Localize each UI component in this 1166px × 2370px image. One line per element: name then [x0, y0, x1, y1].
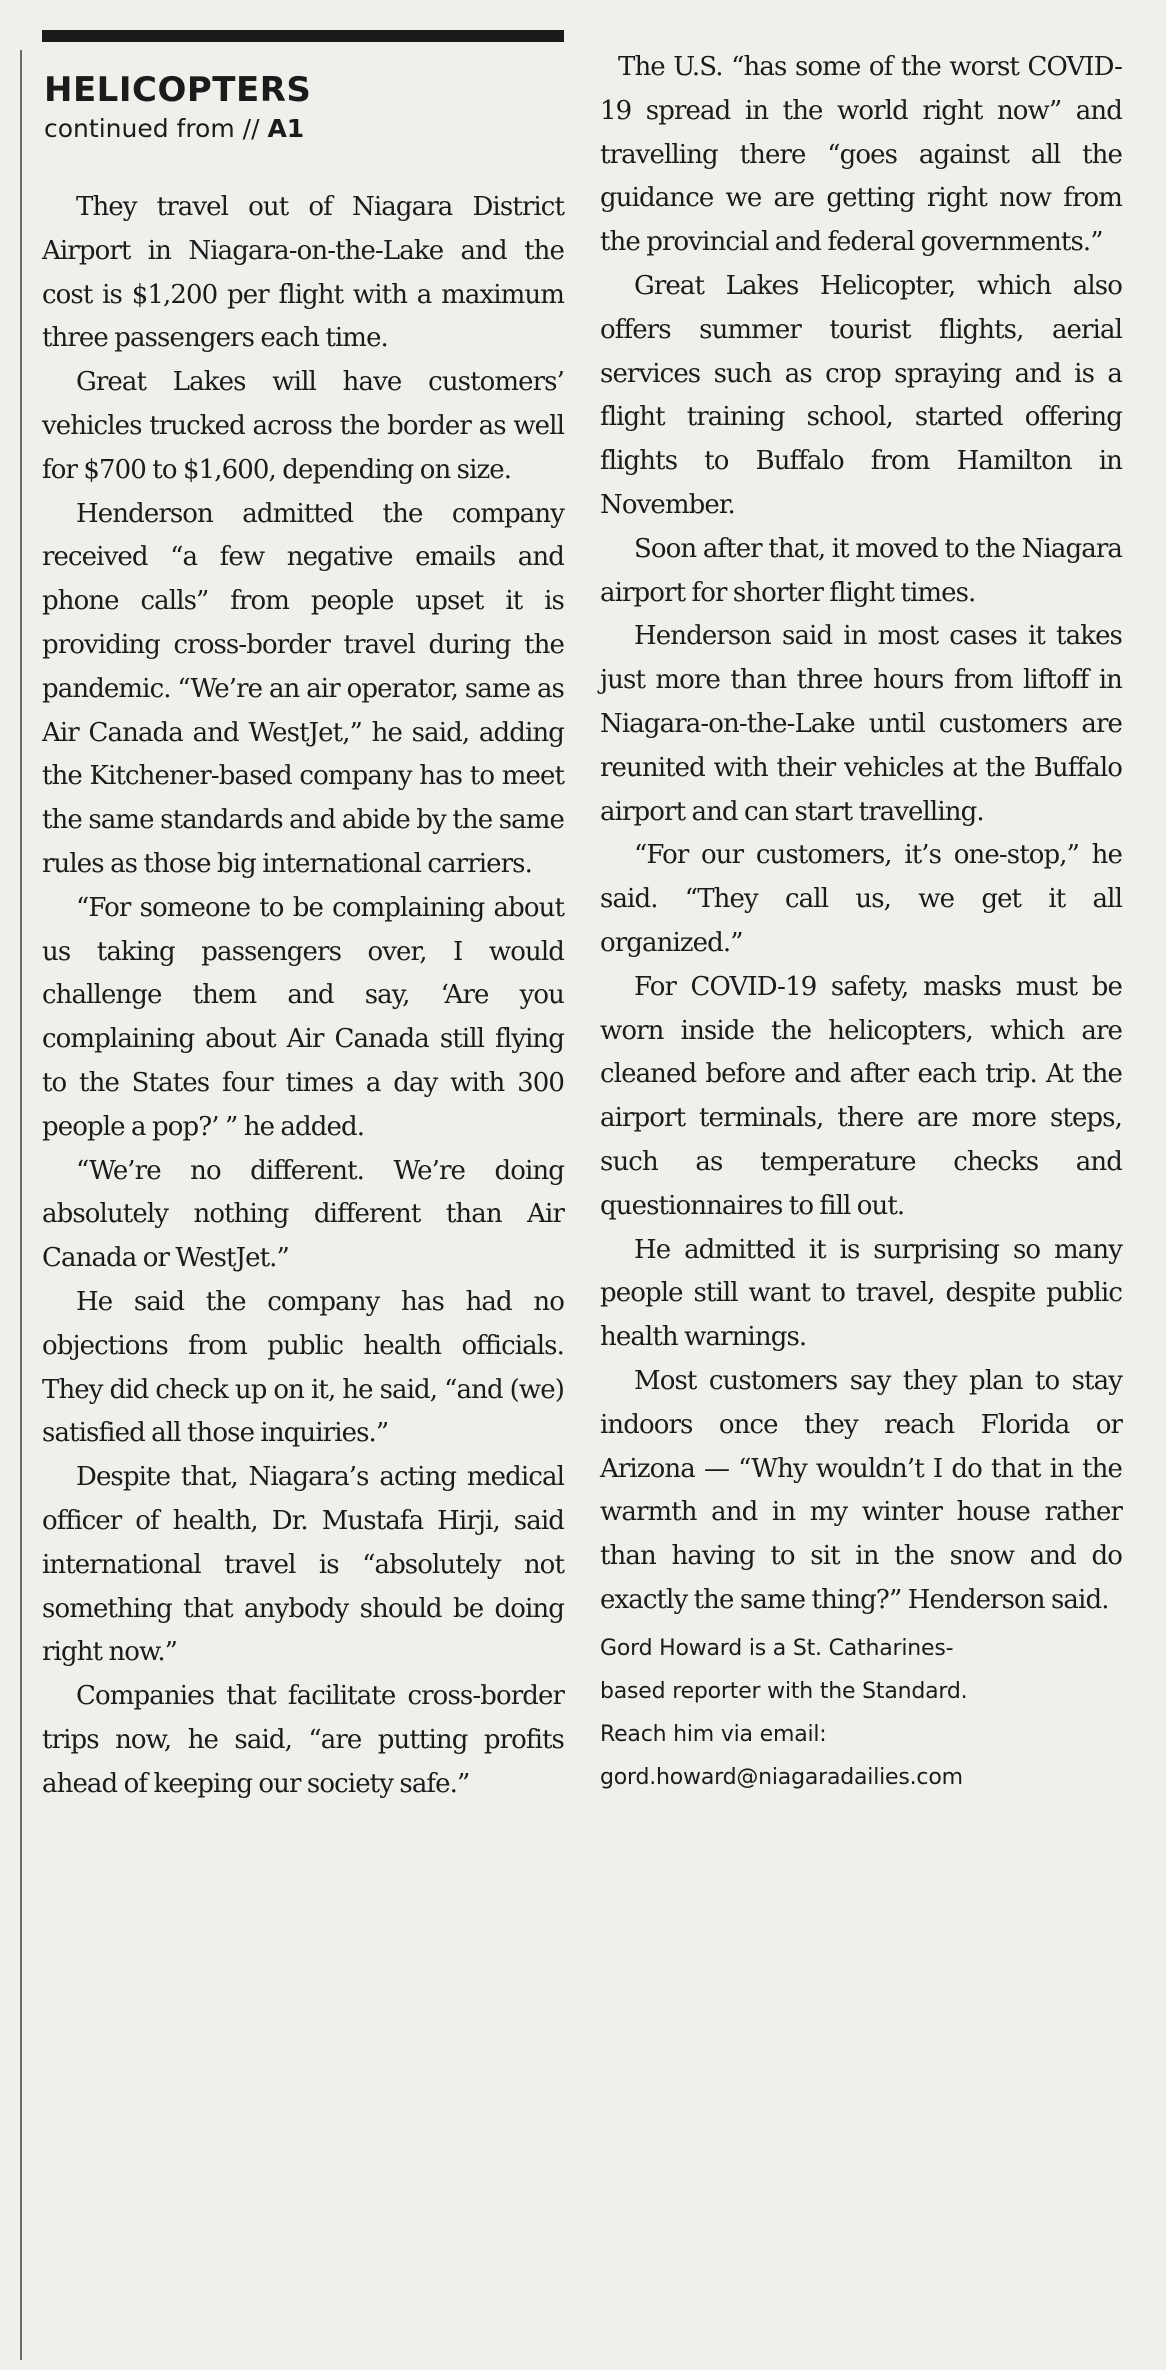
section-top-bar: [42, 30, 564, 42]
right-body-text: [600, 46, 1122, 1623]
author-email: gord.howard@niagaradailies.com: [600, 1764, 963, 1790]
paragraph: Most customers say they plan to stay indoors once they reach Florida or Arizona — “Why wouldn’t I do that in the warmth and in my winter house rather than having to sit in the snow and do exactly the same thing?” Henderson said.: [600, 1365, 1122, 1615]
paragraph: Companies that facilitate cross-border trips now, he said, “are putting profits ahead of keeping our society safe.”: [42, 1681, 564, 1799]
left-column: [42, 30, 564, 1806]
right-column: [600, 46, 1122, 1799]
author-bio-line: based reporter with the Standard.: [600, 1678, 968, 1704]
paragraph: They travel out of Niagara District Airport in Niagara-on-the-Lake and the cost is $1,200 per flight with a maximum three passengers each time.: [42, 192, 564, 354]
paragraph: Henderson said in most cases it takes just more than three hours from liftoff in Niagara-on-the-Lake until customers are reunited with their vehicles at the Buffalo airport and can start travelling.: [600, 621, 1122, 827]
paragraph: Despite that, Niagara’s acting medical officer of health, Dr. Mustafa Hirji, said international travel is “absolutely not something that anybody should be doing right now.”: [42, 1462, 564, 1668]
jump-line-page-ref: A1: [267, 114, 305, 143]
author-bio: [600, 1627, 1122, 1799]
article-kicker: HELICOPTERS: [44, 70, 312, 110]
paragraph: Henderson admitted the company received “a few negative emails and phone calls” from people upset it is providing cross-border travel during the pandemic. “We’re an air operator, same as Air Canada and WestJet,” he said, adding the Kitchener-based company has to meet the same standards and abide by the same rules as those big international carriers.: [42, 498, 564, 879]
left-body-text: [42, 186, 564, 1806]
paragraph: Great Lakes will have customers’ vehicles trucked across the border as well for $700 to $1,600, depending on size.: [42, 367, 564, 485]
paragraph: “For our customers, it’s one-stop,” he said. “They call us, we get it all organized.”: [600, 840, 1122, 958]
jump-line: [44, 112, 564, 146]
paragraph: For COVID-19 safety, masks must be worn inside the helicopters, which are cleaned before and after each trip. At the airport terminals, there are more steps, such as temperature checks and questionnaires to fill out.: [600, 971, 1122, 1221]
jump-line-text: continued from //: [44, 114, 268, 143]
paragraph: He said the company has had no objections from public health officials. They did check up on it, he said, “and (we) satisfied all those inquiries.”: [42, 1286, 564, 1449]
paragraph: The U.S. “has some of the worst COVID-19 spread in the world right now” and travelling there “goes against all the guidance we are getting right now from the provincial and federal governments.”: [600, 52, 1122, 258]
paragraph: Great Lakes Helicopter, which also offers summer tourist flights, aerial services such as crop spraying and is a flight training school, started offering flights to Buffalo from Hamilton in November.: [600, 270, 1122, 520]
author-bio-line: Reach him via email:: [600, 1721, 827, 1747]
paragraph: “We’re no different. We’re doing absolutely nothing different than Air Canada or WestJet.”: [42, 1155, 564, 1274]
paragraph: “For someone to be complaining about us taking passengers over, I would challenge them and say, ‘Are you complaining about Air Canada still flying to the States four times a day with 300 people a pop?’ ” he added.: [42, 892, 564, 1142]
paragraph: He admitted it is surprising so many people still want to travel, despite public health warnings.: [600, 1234, 1122, 1353]
author-bio-line: Gord Howard is a St. Catharines-: [600, 1635, 954, 1661]
paragraph: Soon after that, it moved to the Niagara airport for shorter flight times.: [600, 533, 1122, 608]
column-rule: [20, 50, 22, 2360]
